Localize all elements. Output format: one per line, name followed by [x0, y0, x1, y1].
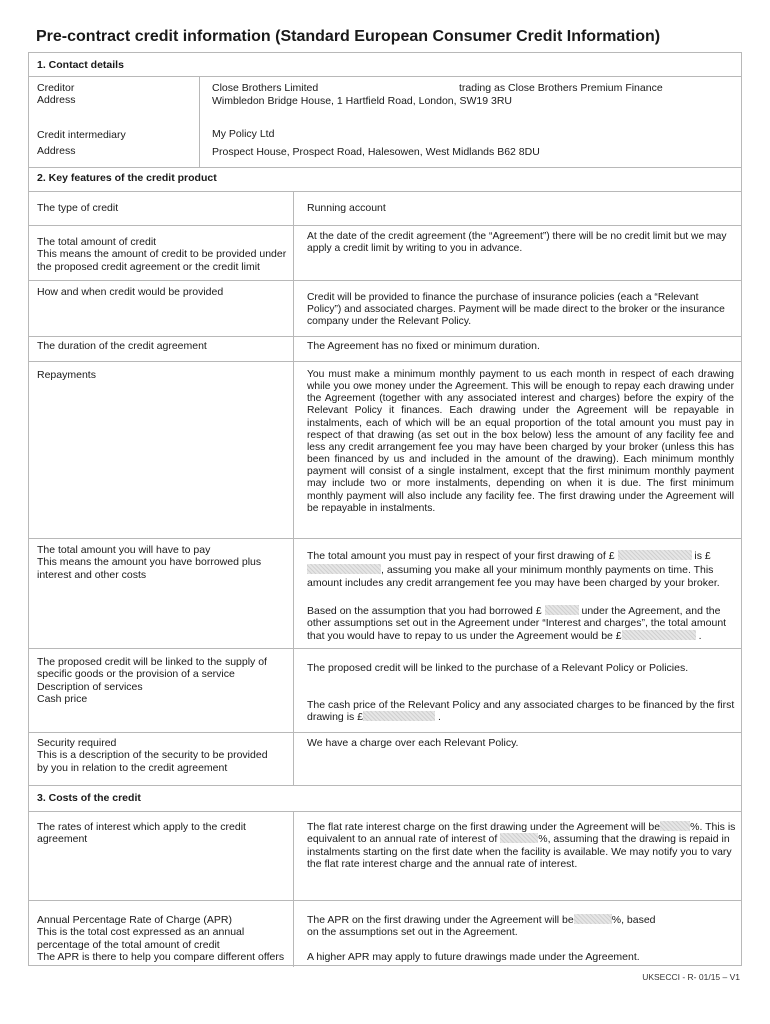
duration-value: The Agreement has no fixed or minimum duration. — [307, 340, 540, 352]
intermediary-address: Prospect House, Prospect Road, Halesowen, West Midlands B62 8DU — [212, 146, 540, 158]
apr-value: The APR on the first drawing under the Agreement will be %, based on the assumptions set out in the Agreement. — [307, 914, 656, 939]
security-label: Security required This is a description of the security to be provided by you in relation to the credit agreement — [37, 737, 268, 774]
total-credit-value: At the date of the credit agreement (the “Agreement”) there will be no credit limit but we may apply a credit limit by writing to you in advance. — [307, 231, 727, 255]
assumed-repayment-value: Based on the assumption that you had borrowed £ under the Agreement, and the other assumptions set out in the Agreement under “Interest and charges”, the total amount that you would have to repay to us under the Agreement would be £ . — [307, 605, 727, 642]
interest-rates-value: The flat rate interest charge on the first drawing under the Agreement will be %. This is equivalent to an annual rate of interest of %, assuming that the drawing is repaid in instalments starting on the first date when the facility is available. We may notify you to vary the flat rate interest charge and the annual rate of interest. — [307, 821, 736, 871]
cash-price-value: The cash price of the Relevant Policy and any associated charges to be financed by the first drawing is £ . — [307, 699, 735, 724]
divider — [29, 167, 741, 168]
creditor-address: Wimbledon Bridge House, 1 Hartfield Road, London, SW19 3RU — [212, 95, 512, 107]
intermediary-name: My Policy Ltd — [212, 128, 275, 140]
creditor-trading-name: trading as Close Brothers Premium Finance — [459, 82, 663, 94]
divider — [29, 336, 741, 337]
repayments-label: Repayments — [37, 369, 96, 381]
divider — [29, 361, 741, 362]
apr-label: Annual Percentage Rate of Charge (APR) This is the total cost expressed as an annual percentage of the total amount of credit The APR is there to help you compare different offers — [37, 914, 285, 964]
creditor-label: Creditor — [37, 82, 75, 94]
divider — [29, 191, 741, 192]
annual-rate-field[interactable] — [500, 833, 538, 843]
duration-label: The duration of the credit agreement — [37, 340, 207, 352]
section-key-features: 2. Key features of the credit product — [37, 172, 217, 184]
total-credit-label: The total amount of credit This means the amount of credit to be provided under the proposed credit agreement or the credit limit — [37, 236, 287, 273]
intermediary-label: Credit intermediary — [37, 129, 126, 141]
type-of-credit-value: Running account — [307, 202, 386, 214]
credit-provision-label: How and when credit would be provided — [37, 286, 224, 298]
creditor-address-label: Address — [37, 94, 76, 106]
first-drawing-amount-field[interactable] — [618, 550, 692, 560]
form-reference: UKSECCI - R- 01/15 – V1 — [642, 972, 740, 982]
divider — [29, 76, 741, 77]
divider — [29, 785, 741, 786]
type-of-credit-label: The type of credit — [37, 202, 119, 214]
total-amount-field[interactable] — [307, 564, 381, 574]
divider — [29, 648, 741, 649]
repayments-value: You must make a minimum monthly payment to us each month in respect of each drawing while you owe money under the Agreement. This will be enough to repay each drawing under the Agreement (together with any associated interest and charges) before the expiry of the Relevant Policy it finances. Each drawing under the Agreement will be repayable in instalments, each of which will be an equal proportion of the total amount you must pay in respect of that drawing (as set out in the box below) less the amount of any facility fee and less any credit arrangement fee you may have been charged by your broker (unless this has been financed by us and included in the amount of the drawing). Each minimum monthly payment will consist of a single instalment, except that the first minimum monthly payment may include two or more instalments, depending on when it is due. The first minimum monthly payment will also include any facility fee. The first drawing under the Agreement will be repayable in instalments. — [307, 369, 734, 514]
total-to-pay-label: The total amount you will have to pay This means the amount you have borrowed plus interest and other costs — [37, 544, 262, 581]
credit-provision-value: Credit will be provided to finance the purchase of insurance policies (each a “Relevant Policy”) and associated charges. Payment will be made direct to the broker or the insurance company under the Relevant Policy. — [307, 292, 725, 328]
divider — [29, 225, 741, 226]
section-contact-details: 1. Contact details — [37, 59, 124, 71]
assumed-borrowed-field[interactable] — [545, 605, 579, 615]
divider — [29, 280, 741, 281]
apr-future-note: A higher APR may apply to future drawings made under the Agreement. — [307, 951, 640, 963]
intermediary-address-label: Address — [37, 145, 76, 157]
interest-rates-label: The rates of interest which apply to the credit agreement — [37, 821, 246, 846]
page-title: Pre-contract credit information (Standard European Consumer Credit Information) — [36, 28, 661, 45]
linked-credit-label: The proposed credit will be linked to the supply of specific goods or the provision of a service Description of services Cash price — [37, 656, 267, 706]
section-costs: 3. Costs of the credit — [37, 792, 141, 804]
apr-field[interactable] — [574, 914, 612, 924]
column-divider — [199, 76, 200, 167]
divider — [29, 538, 741, 539]
cash-price-field[interactable] — [363, 711, 435, 721]
divider — [29, 811, 741, 812]
total-to-pay-value: The total amount you must pay in respect of your first drawing of £ is £ , assuming you make all your minimum monthly payments on time. This amount includes any credit arrangement fee you may have been charged by your broker. — [307, 550, 720, 589]
assumed-total-repay-field[interactable] — [622, 630, 696, 640]
security-value: We have a charge over each Relevant Policy. — [307, 737, 519, 749]
column-divider — [293, 811, 294, 967]
divider — [29, 732, 741, 733]
linked-credit-value: The proposed credit will be linked to the purchase of a Relevant Policy or Policies. — [307, 662, 689, 674]
divider — [29, 900, 741, 901]
column-divider — [293, 191, 294, 785]
flat-rate-field[interactable] — [660, 821, 690, 831]
creditor-name: Close Brothers Limited — [212, 82, 319, 94]
